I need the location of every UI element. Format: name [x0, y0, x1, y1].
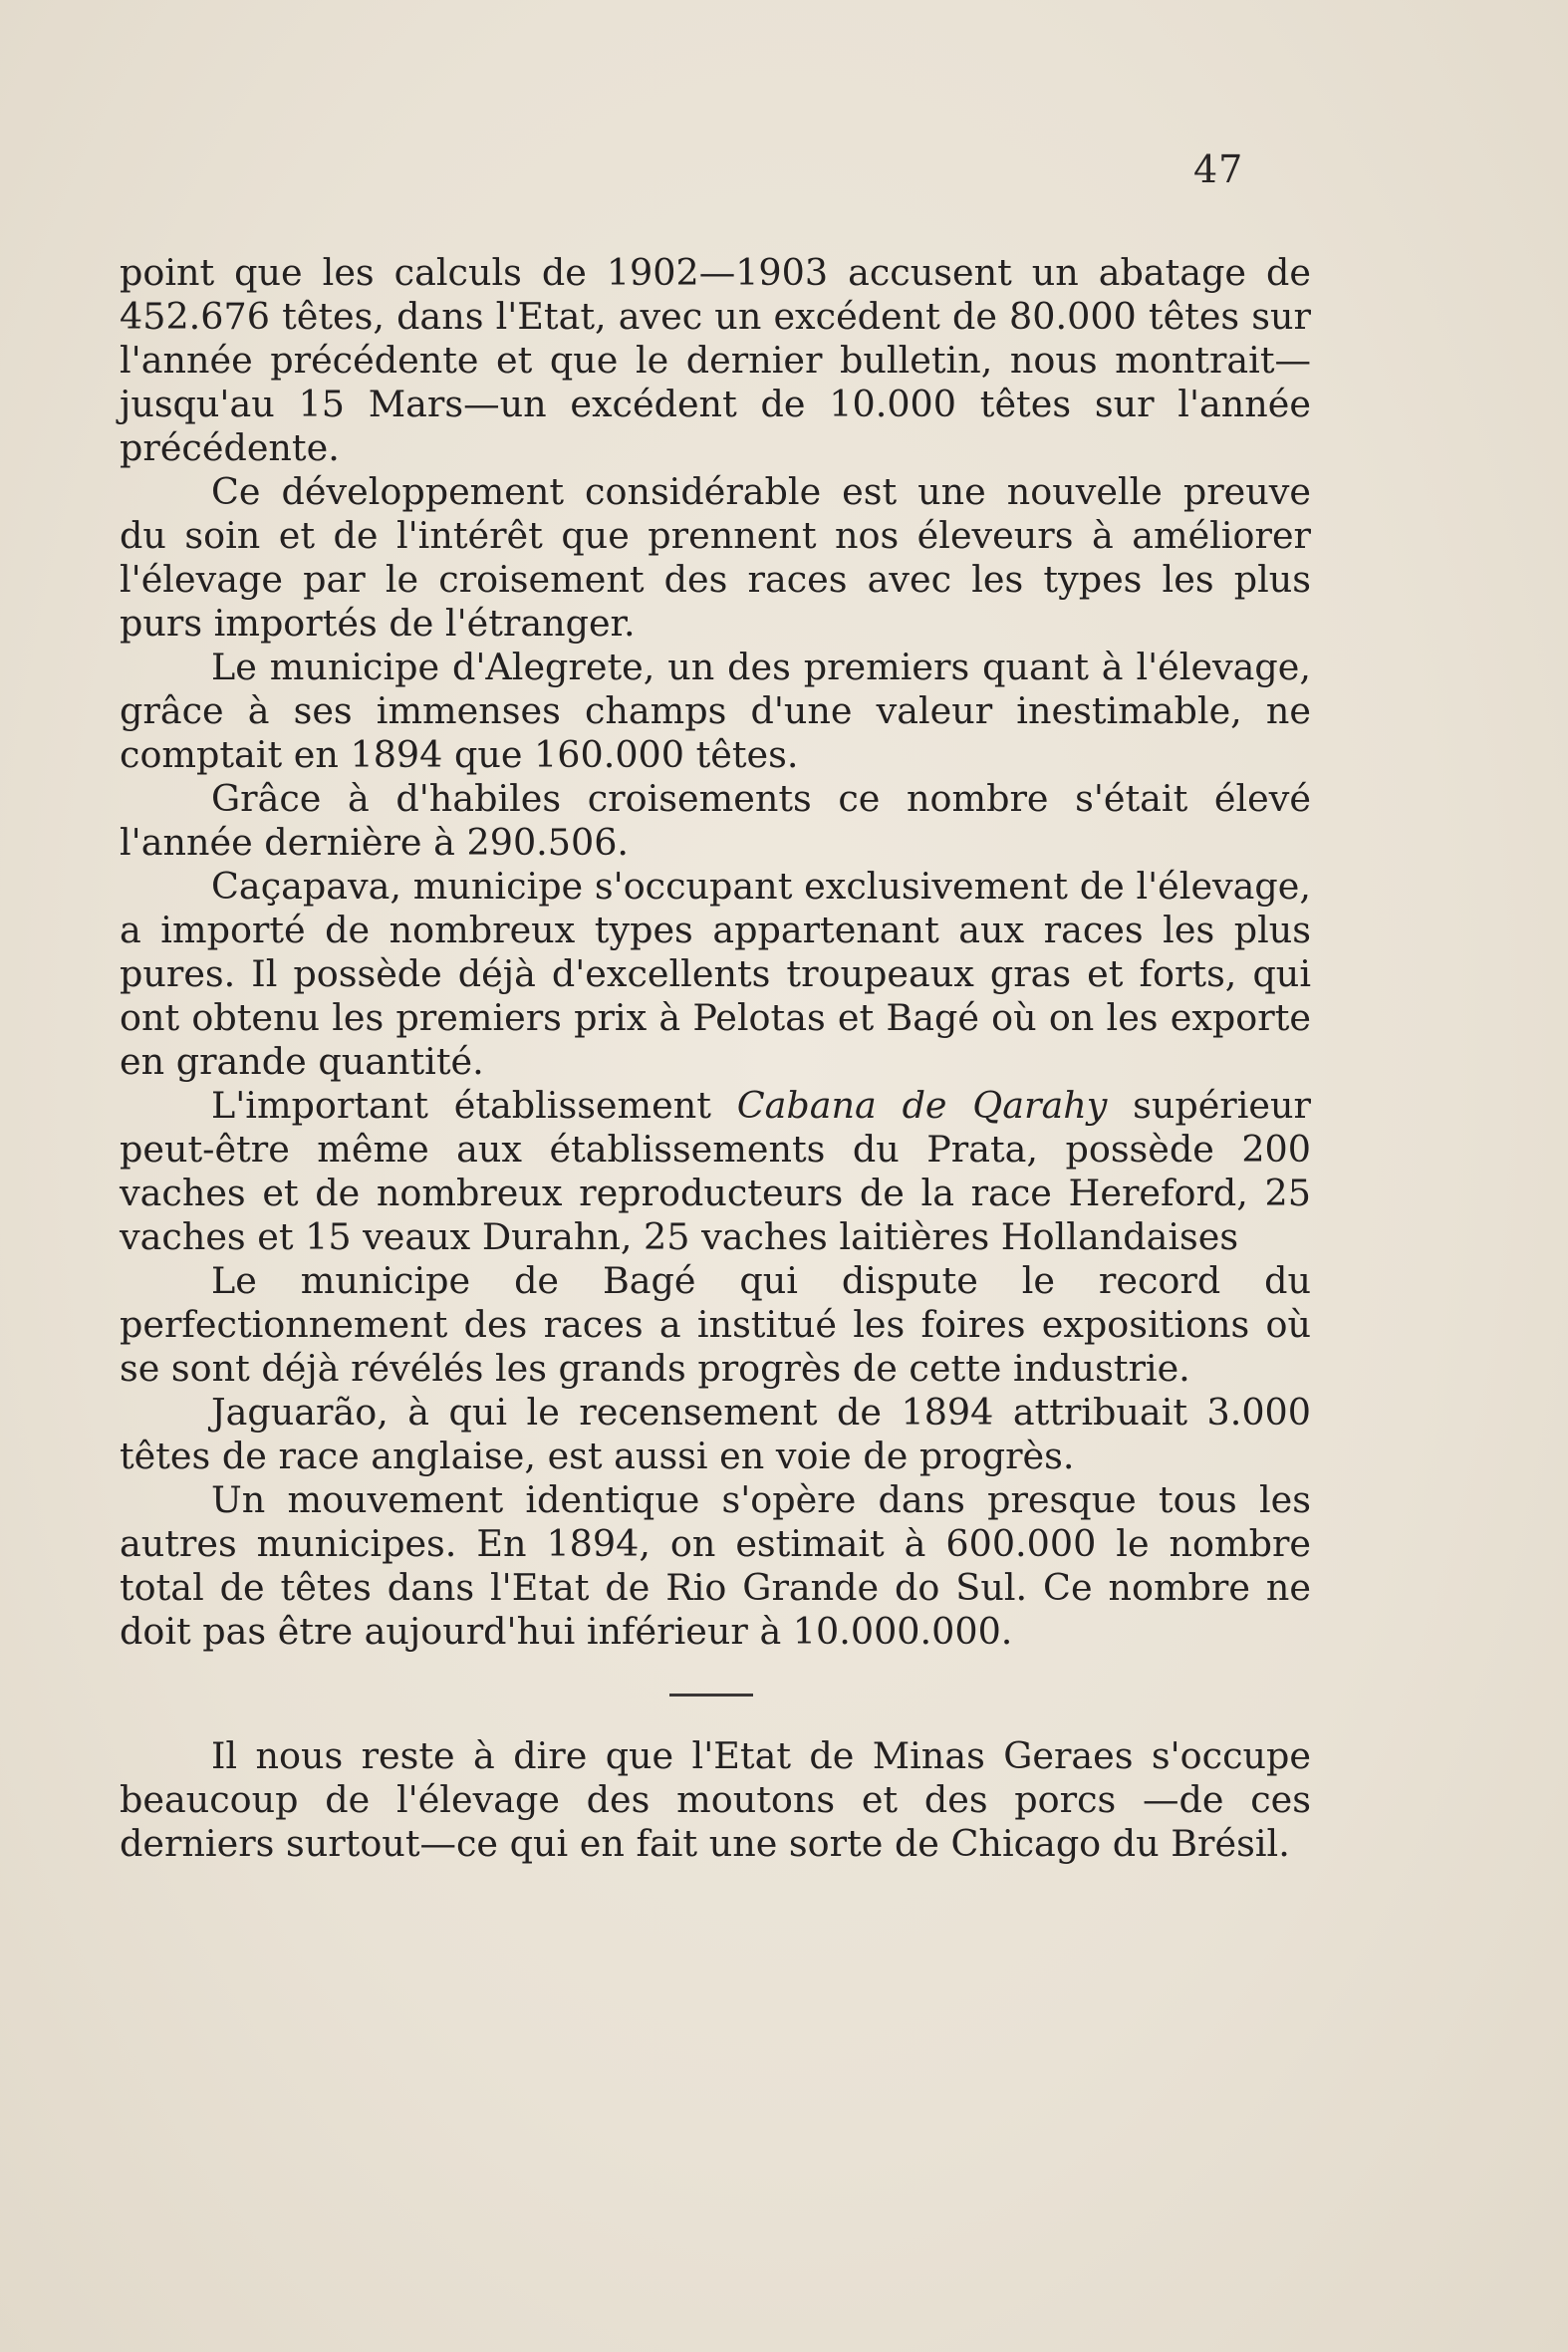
section-divider	[669, 1694, 753, 1697]
paragraph-9: Un mouvement identique s'opère dans presque tous les autres municipes. En 1894, on estimait à 600.000 le nombre total de têtes dans l'Etat de Rio Grande do Sul. Ce nombre ne doit pas être aujourd'hui inférieur à 10.000.000.	[120, 1478, 1311, 1653]
paragraph-4: Grâce à d'habiles croisements ce nombre s'était élevé l'année dernière à 290.506.	[120, 777, 1311, 864]
paragraph-1: point que les calculs de 1902—1903 accusent un abatage de 452.676 têtes, dans l'Etat, avec un excédent de 80.000 têtes sur l'année précédente et que le dernier bulletin, nous montrait—jusqu'au 15 Mars—un excédent de 10.000 têtes sur l'année précédente.	[120, 251, 1311, 469]
body-text	[120, 251, 1311, 1866]
paragraph-5: Caçapava, municipe s'occupant exclusivement de l'élevage, a importé de nombreux types appartenant aux races les plus pures. Il possède déjà d'excellents troupeaux gras et forts, qui ont obtenu les premiers prix à Pelotas et Bagé où on les exporte en grande quantité.	[120, 865, 1311, 1083]
paragraph-10: Il nous reste à dire que l'Etat de Minas Geraes s'occupe beaucoup de l'élevage des moutons et des porcs —de ces derniers surtout—ce qui en fait une sorte de Chicago du Brésil.	[120, 1734, 1311, 1865]
page-number: 47	[1193, 147, 1244, 191]
paragraph-6-start: L'important établissement	[211, 1084, 737, 1127]
paragraph-2: Ce développement considérable est une nouvelle preuve du soin et de l'intérêt que prennent nos éleveurs à améliorer l'élevage par le croisement des races avec les types les plus purs importés de l'étranger.	[120, 470, 1311, 645]
paragraph-8: Jaguarão, à qui le recensement de 1894 attribuait 3.000 têtes de race anglaise, est aussi en voie de progrès.	[120, 1391, 1311, 1477]
paragraph-3: Le municipe d'Alegrete, un des premiers quant à l'élevage, grâce à ses immenses champs d'une valeur inestimable, ne comptait en 1894 que 160.000 têtes.	[120, 646, 1311, 776]
paragraph-6-end: supérieur peut-être même aux établissements du Prata, possède 200 vaches et de nombreux reproducteurs de la race Hereford, 25 vaches et 15 veaux Durahn, 25 vaches laitières Hollandaises	[120, 1084, 1311, 1258]
paragraph-7: Le municipe de Bagé qui dispute le record du perfectionnement des races a institué les foires expositions où se sont déjà révélés les grands progrès de cette industrie.	[120, 1259, 1311, 1390]
establishment-name: Cabana de Qarahy	[736, 1084, 1108, 1127]
paragraph-6	[120, 1084, 1311, 1259]
